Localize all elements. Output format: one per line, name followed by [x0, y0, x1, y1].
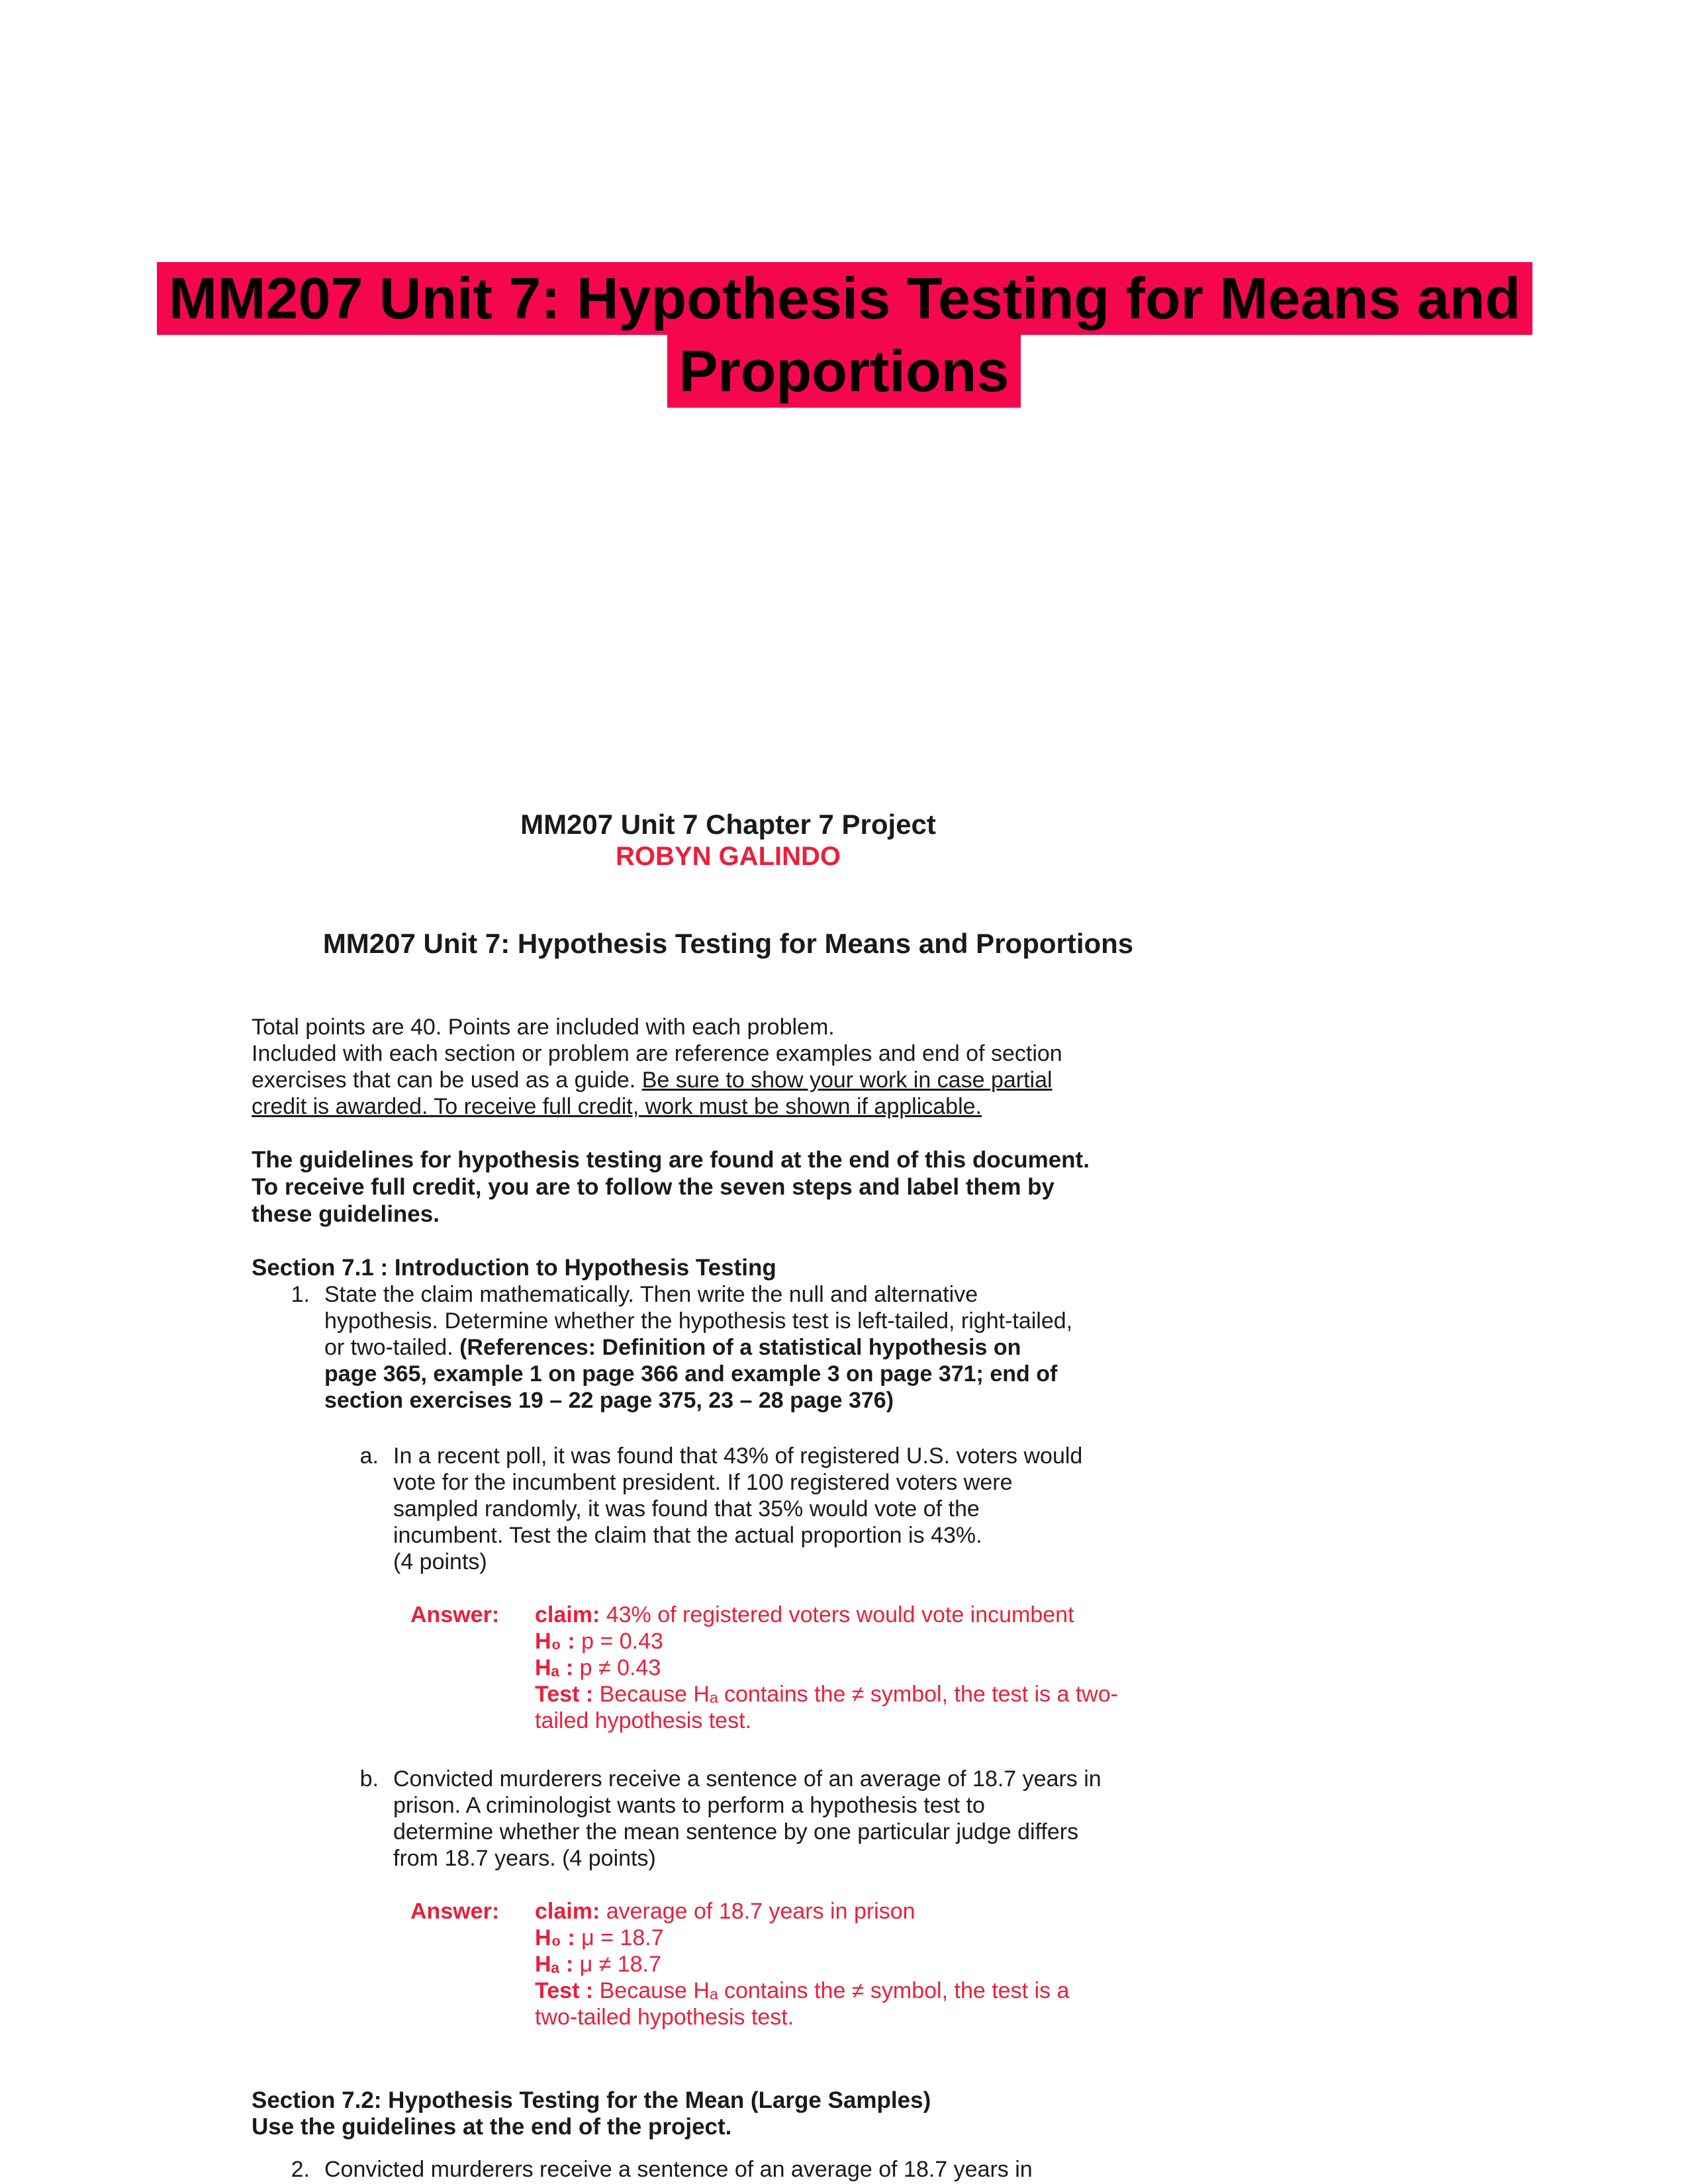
- question-number: 2.: [291, 2157, 310, 2182]
- answer-block: [410, 1602, 1258, 1734]
- intro-emphasis: credit is awarded. To receive full credit, work must be shown if applicable.: [252, 1094, 982, 1119]
- project-title: MM207 Unit 7 Chapter 7 Project: [520, 809, 936, 840]
- part-label: b.: [359, 1766, 379, 1792]
- part-label: a.: [359, 1443, 379, 1469]
- answer-label: Answer:: [410, 1899, 500, 1924]
- guidelines-line: To receive full credit, you are to follow the seven steps and label them by: [252, 1174, 1055, 1200]
- question-number: 1.: [291, 1282, 310, 1307]
- part-b: [331, 1766, 1258, 2030]
- intro-line: Total points are 40. Points are included with each problem.: [252, 1015, 835, 1040]
- intro-line: Included with each section or problem are reference examples and end of section: [252, 1041, 1062, 1066]
- answer-label: Answer:: [410, 1602, 500, 1627]
- title-banner: [0, 262, 1688, 408]
- part-question: In a recent poll, it was found that 43% of registered U.S. voters would vote for the incumbent president. If 100 registered voters were sampled randomly, it was found that 35% would vote of the incumbent. Test the claim that the actual proportion is 43%. (4 points): [393, 1443, 1083, 1574]
- author-name: ROBYN GALINDO: [616, 842, 841, 871]
- answer-text: claim: 43% of registered voters would vote incumbent H₀ : p = 0.43 Hₐ : p ≠ 0.43 Test : Because Hₐ contains the ≠ symbol, the test is a two- tailed hypothesis test.: [535, 1602, 1119, 1733]
- main-heading: MM207 Unit 7: Hypothesis Testing for Means and Proportions: [322, 928, 1134, 959]
- part-a: [331, 1443, 1258, 1734]
- intro-emphasis: Be sure to show your work in case partial: [641, 1068, 1053, 1093]
- question-2: [252, 2156, 1244, 2183]
- intro-paragraph: [252, 1014, 1244, 1120]
- answer-block: [410, 1898, 1258, 2030]
- guidelines-line: these guidelines.: [252, 1201, 440, 1227]
- intro-line: exercises that can be used as a guide. Be sure to show your work in case partial: [252, 1068, 1053, 1093]
- answer-text: claim: average of 18.7 years in prison H₀ : μ = 18.7 Hₐ : μ ≠ 18.7 Test : Because Hₐ contains the ≠ symbol, the test is a two-tailed hypothesis test.: [535, 1899, 1070, 2030]
- banner-title-line1: MM207 Unit 7: Hypothesis Testing for Means and: [157, 262, 1532, 335]
- question-1: [252, 1281, 1284, 1414]
- question-text: State the claim mathematically. Then write the null and alternative hypothesis. Determine whether the hypothesis test is left-tailed, right-tailed, or two-tailed. (References: Definition of a statistical hypothesis on page 365, example 1 on page 366 and example 3 on page 371; end of section exercises 19 – 22 page 375, 23 – 28 page 376): [324, 1282, 1073, 1413]
- section-heading: Section 7.2: Hypothesis Testing for the Mean (Large Samples): [252, 2087, 931, 2113]
- banner-title-line2: Proportions: [667, 335, 1021, 408]
- section-heading: Section 7.1 : Introduction to Hypothesis Testing: [252, 1255, 776, 1281]
- question-text: Convicted murderers receive a sentence of an average of 18.7 years in: [324, 2157, 1033, 2182]
- guidelines-note: [252, 1146, 1244, 1228]
- section-7-2: [252, 2087, 1244, 2183]
- section-subheading: Use the guidelines at the end of the project.: [252, 2114, 732, 2140]
- section-7-1: [252, 1255, 1284, 1414]
- part-question: Convicted murderers receive a sentence of an average of 18.7 years in prison. A criminologist wants to perform a hypothesis test to determine whether the mean sentence by one particular judge differs from 18.7 years. (4 points): [393, 1766, 1102, 1871]
- guidelines-line: The guidelines for hypothesis testing are found at the end of this document.: [252, 1147, 1090, 1173]
